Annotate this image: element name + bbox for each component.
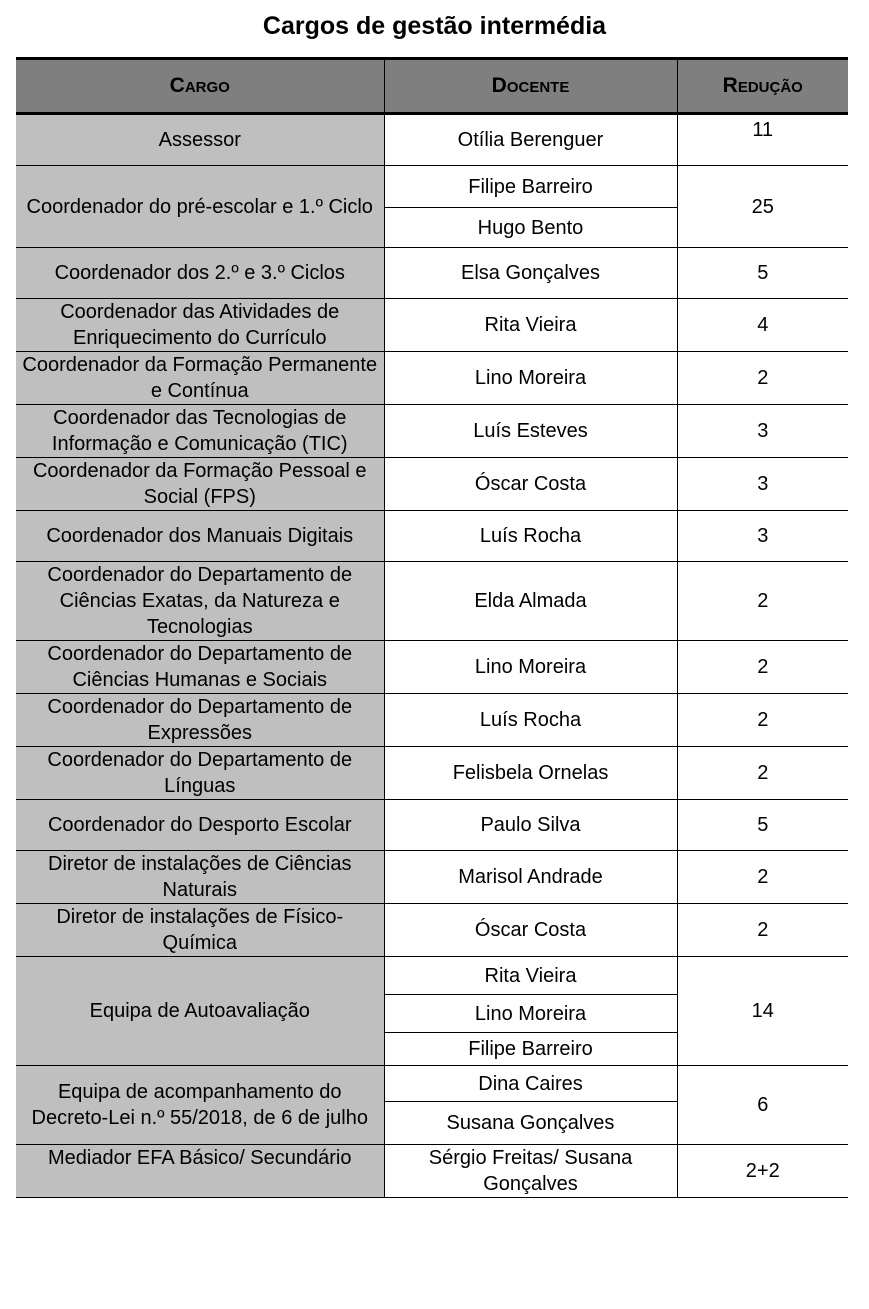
docente-cell: Susana Gonçalves	[384, 1102, 677, 1145]
table-row	[16, 641, 848, 694]
docente-cell: Rita Vieira	[384, 957, 677, 995]
reducao-cell: 2	[677, 352, 848, 405]
header-docente: Docente	[384, 59, 677, 114]
table-row	[16, 800, 848, 851]
table-header-row	[16, 59, 848, 114]
reducao-cell: 3	[677, 458, 848, 511]
cargo-cell: Coordenador dos Manuais Digitais	[16, 511, 384, 562]
table-row	[16, 851, 848, 904]
cargo-cell: Coordenador das Atividades de Enriquecimento do Currículo	[16, 299, 384, 352]
reducao-cell: 14	[677, 957, 848, 1066]
docente-cell: Otília Berenguer	[384, 114, 677, 166]
reducao-cell: 2	[677, 641, 848, 694]
docente-cell: Sérgio Freitas/ Susana Gonçalves	[384, 1145, 677, 1198]
table-row	[16, 904, 848, 957]
page-title: Cargos de gestão intermédia	[262, 12, 607, 40]
reducao-cell: 4	[677, 299, 848, 352]
docente-cell: Lino Moreira	[384, 352, 677, 405]
table-row	[16, 694, 848, 747]
docente-cell: Felisbela Ornelas	[384, 747, 677, 800]
cargo-cell: Equipa de acompanhamento do Decreto-Lei n.º 55/2018, de 6 de julho	[16, 1066, 384, 1145]
cargo-cell: Coordenador do Desporto Escolar	[16, 800, 384, 851]
docente-cell: Rita Vieira	[384, 299, 677, 352]
cargo-cell: Diretor de instalações de Físico-Química	[16, 904, 384, 957]
docente-cell: Óscar Costa	[384, 904, 677, 957]
table-row	[16, 1066, 848, 1102]
cargo-cell: Assessor	[16, 114, 384, 166]
table-row	[16, 299, 848, 352]
table-row	[16, 248, 848, 299]
docente-cell: Lino Moreira	[384, 641, 677, 694]
cargo-cell: Coordenador da Formação Permanente e Contínua	[16, 352, 384, 405]
table-row	[16, 562, 848, 641]
docente-cell: Elda Almada	[384, 562, 677, 641]
docente-cell: Marisol Andrade	[384, 851, 677, 904]
table-row	[16, 511, 848, 562]
docente-cell: Lino Moreira	[384, 995, 677, 1033]
table-row	[16, 405, 848, 458]
table-row	[16, 166, 848, 208]
reducao-cell: 6	[677, 1066, 848, 1145]
cargo-cell: Mediador EFA Básico/ Secundário	[16, 1145, 384, 1198]
cargo-cell: Coordenador das Tecnologias de Informação e Comunicação (TIC)	[16, 405, 384, 458]
header-reducao: Redução	[677, 59, 848, 114]
docente-cell: Luís Esteves	[384, 405, 677, 458]
cargo-cell: Coordenador dos 2.º e 3.º Ciclos	[16, 248, 384, 299]
docente-cell: Luís Rocha	[384, 694, 677, 747]
cargo-cell: Coordenador do Departamento de Expressões	[16, 694, 384, 747]
docente-cell: Dina Caires	[384, 1066, 677, 1102]
reducao-cell: 2	[677, 851, 848, 904]
reducao-cell: 2	[677, 694, 848, 747]
cargo-cell: Equipa de Autoavaliação	[16, 957, 384, 1066]
reducao-cell: 2+2	[677, 1145, 848, 1198]
cargo-cell: Coordenador da Formação Pessoal e Social (FPS)	[16, 458, 384, 511]
reducao-cell: 25	[677, 166, 848, 248]
header-cargo: Cargo	[16, 59, 384, 114]
docente-cell: Hugo Bento	[384, 208, 677, 248]
table-row	[16, 352, 848, 405]
reducao-cell: 5	[677, 800, 848, 851]
table-row	[16, 458, 848, 511]
reducao-cell: 2	[677, 562, 848, 641]
docente-cell: Filipe Barreiro	[384, 166, 677, 208]
reducao-cell: 2	[677, 747, 848, 800]
docente-cell: Elsa Gonçalves	[384, 248, 677, 299]
table-row	[16, 747, 848, 800]
cargos-table	[16, 57, 848, 1198]
cargo-cell: Diretor de instalações de Ciências Naturais	[16, 851, 384, 904]
cargo-cell: Coordenador do pré-escolar e 1.º Ciclo	[16, 166, 384, 248]
reducao-cell: 2	[677, 904, 848, 957]
cargo-cell: Coordenador do Departamento de Ciências Humanas e Sociais	[16, 641, 384, 694]
docente-cell: Óscar Costa	[384, 458, 677, 511]
reducao-cell: 11	[677, 114, 848, 166]
docente-cell: Paulo Silva	[384, 800, 677, 851]
table-row	[16, 957, 848, 995]
docente-cell: Luís Rocha	[384, 511, 677, 562]
reducao-cell: 3	[677, 511, 848, 562]
cargo-cell: Coordenador do Departamento de Ciências Exatas, da Natureza e Tecnologias	[16, 562, 384, 641]
table-row	[16, 1145, 848, 1198]
table-row	[16, 114, 848, 166]
reducao-cell: 5	[677, 248, 848, 299]
reducao-cell: 3	[677, 405, 848, 458]
cargo-cell: Coordenador do Departamento de Línguas	[16, 747, 384, 800]
docente-cell: Filipe Barreiro	[384, 1033, 677, 1066]
